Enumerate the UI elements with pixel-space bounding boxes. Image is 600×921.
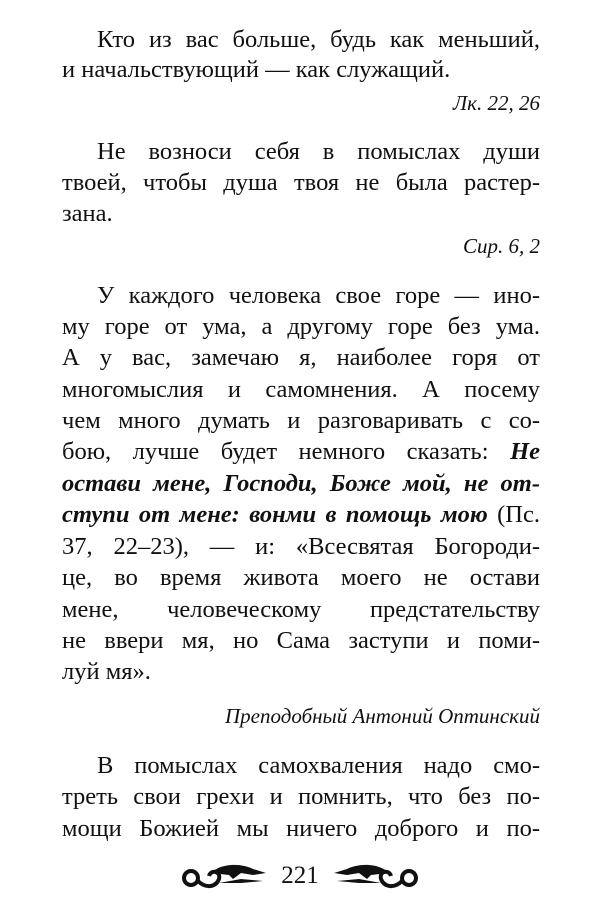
text-line: мощи Божией мы ничего доброго и по- — [62, 815, 540, 842]
italic-segment: остави мене, Господи, Боже мой, не от- — [62, 470, 540, 497]
scroll-ornament-left-icon — [181, 861, 271, 891]
page-footer — [0, 858, 600, 894]
text-line: мене, человеческому предстательству — [62, 596, 540, 623]
source-reference: Сир. 6, 2 — [462, 234, 540, 258]
text-line: Кто из вас больше, будь как меньший, — [97, 26, 540, 53]
scroll-ornament-right-icon — [329, 861, 419, 891]
text-line: 37, 22–23), — и: «Всесвятая Богороди- — [62, 533, 540, 560]
italic-segment: ступи от мене: вонми в помощь мою — [62, 501, 488, 528]
text-line: треть свои грехи и помнить, что без по- — [62, 783, 540, 810]
source-reference: Лк. 22, 26 — [452, 91, 540, 115]
text-segment: бою, лучше будет немного сказать: — [62, 438, 511, 465]
text-line: и начальствующий — как служащий. — [62, 56, 451, 83]
text-line: многомыслия и самомнения. А посему — [62, 376, 540, 403]
text-line: зана. — [62, 200, 113, 227]
text-line: чем много думать и разговаривать с со- — [62, 407, 540, 434]
text-line — [62, 437, 540, 467]
text-line: твоей, чтобы душа твоя не была растер- — [62, 169, 540, 196]
text-line: У каждого человека свое горе — ино- — [97, 282, 540, 309]
italic-segment: Не — [510, 438, 540, 465]
text-line: це, во время живота моего не остави — [62, 564, 540, 591]
text-line — [62, 469, 540, 499]
text-line: Не возноси себя в помыслах души — [97, 138, 540, 165]
source-reference: Преподобный Антоний Оптинский — [225, 704, 540, 728]
page-number: 221 — [281, 862, 319, 889]
text-line: не ввери мя, но Сама заступи и поми- — [62, 627, 540, 654]
text-segment: (Пс. — [487, 501, 540, 528]
text-line: В помыслах самохваления надо смо- — [97, 752, 540, 779]
text-line: А у вас, замечаю я, наиболее горя от — [62, 344, 540, 371]
text-line — [62, 500, 540, 530]
text-line: луй мя». — [62, 658, 151, 685]
text-line: му горе от ума, а другому горе без ума. — [62, 313, 540, 340]
